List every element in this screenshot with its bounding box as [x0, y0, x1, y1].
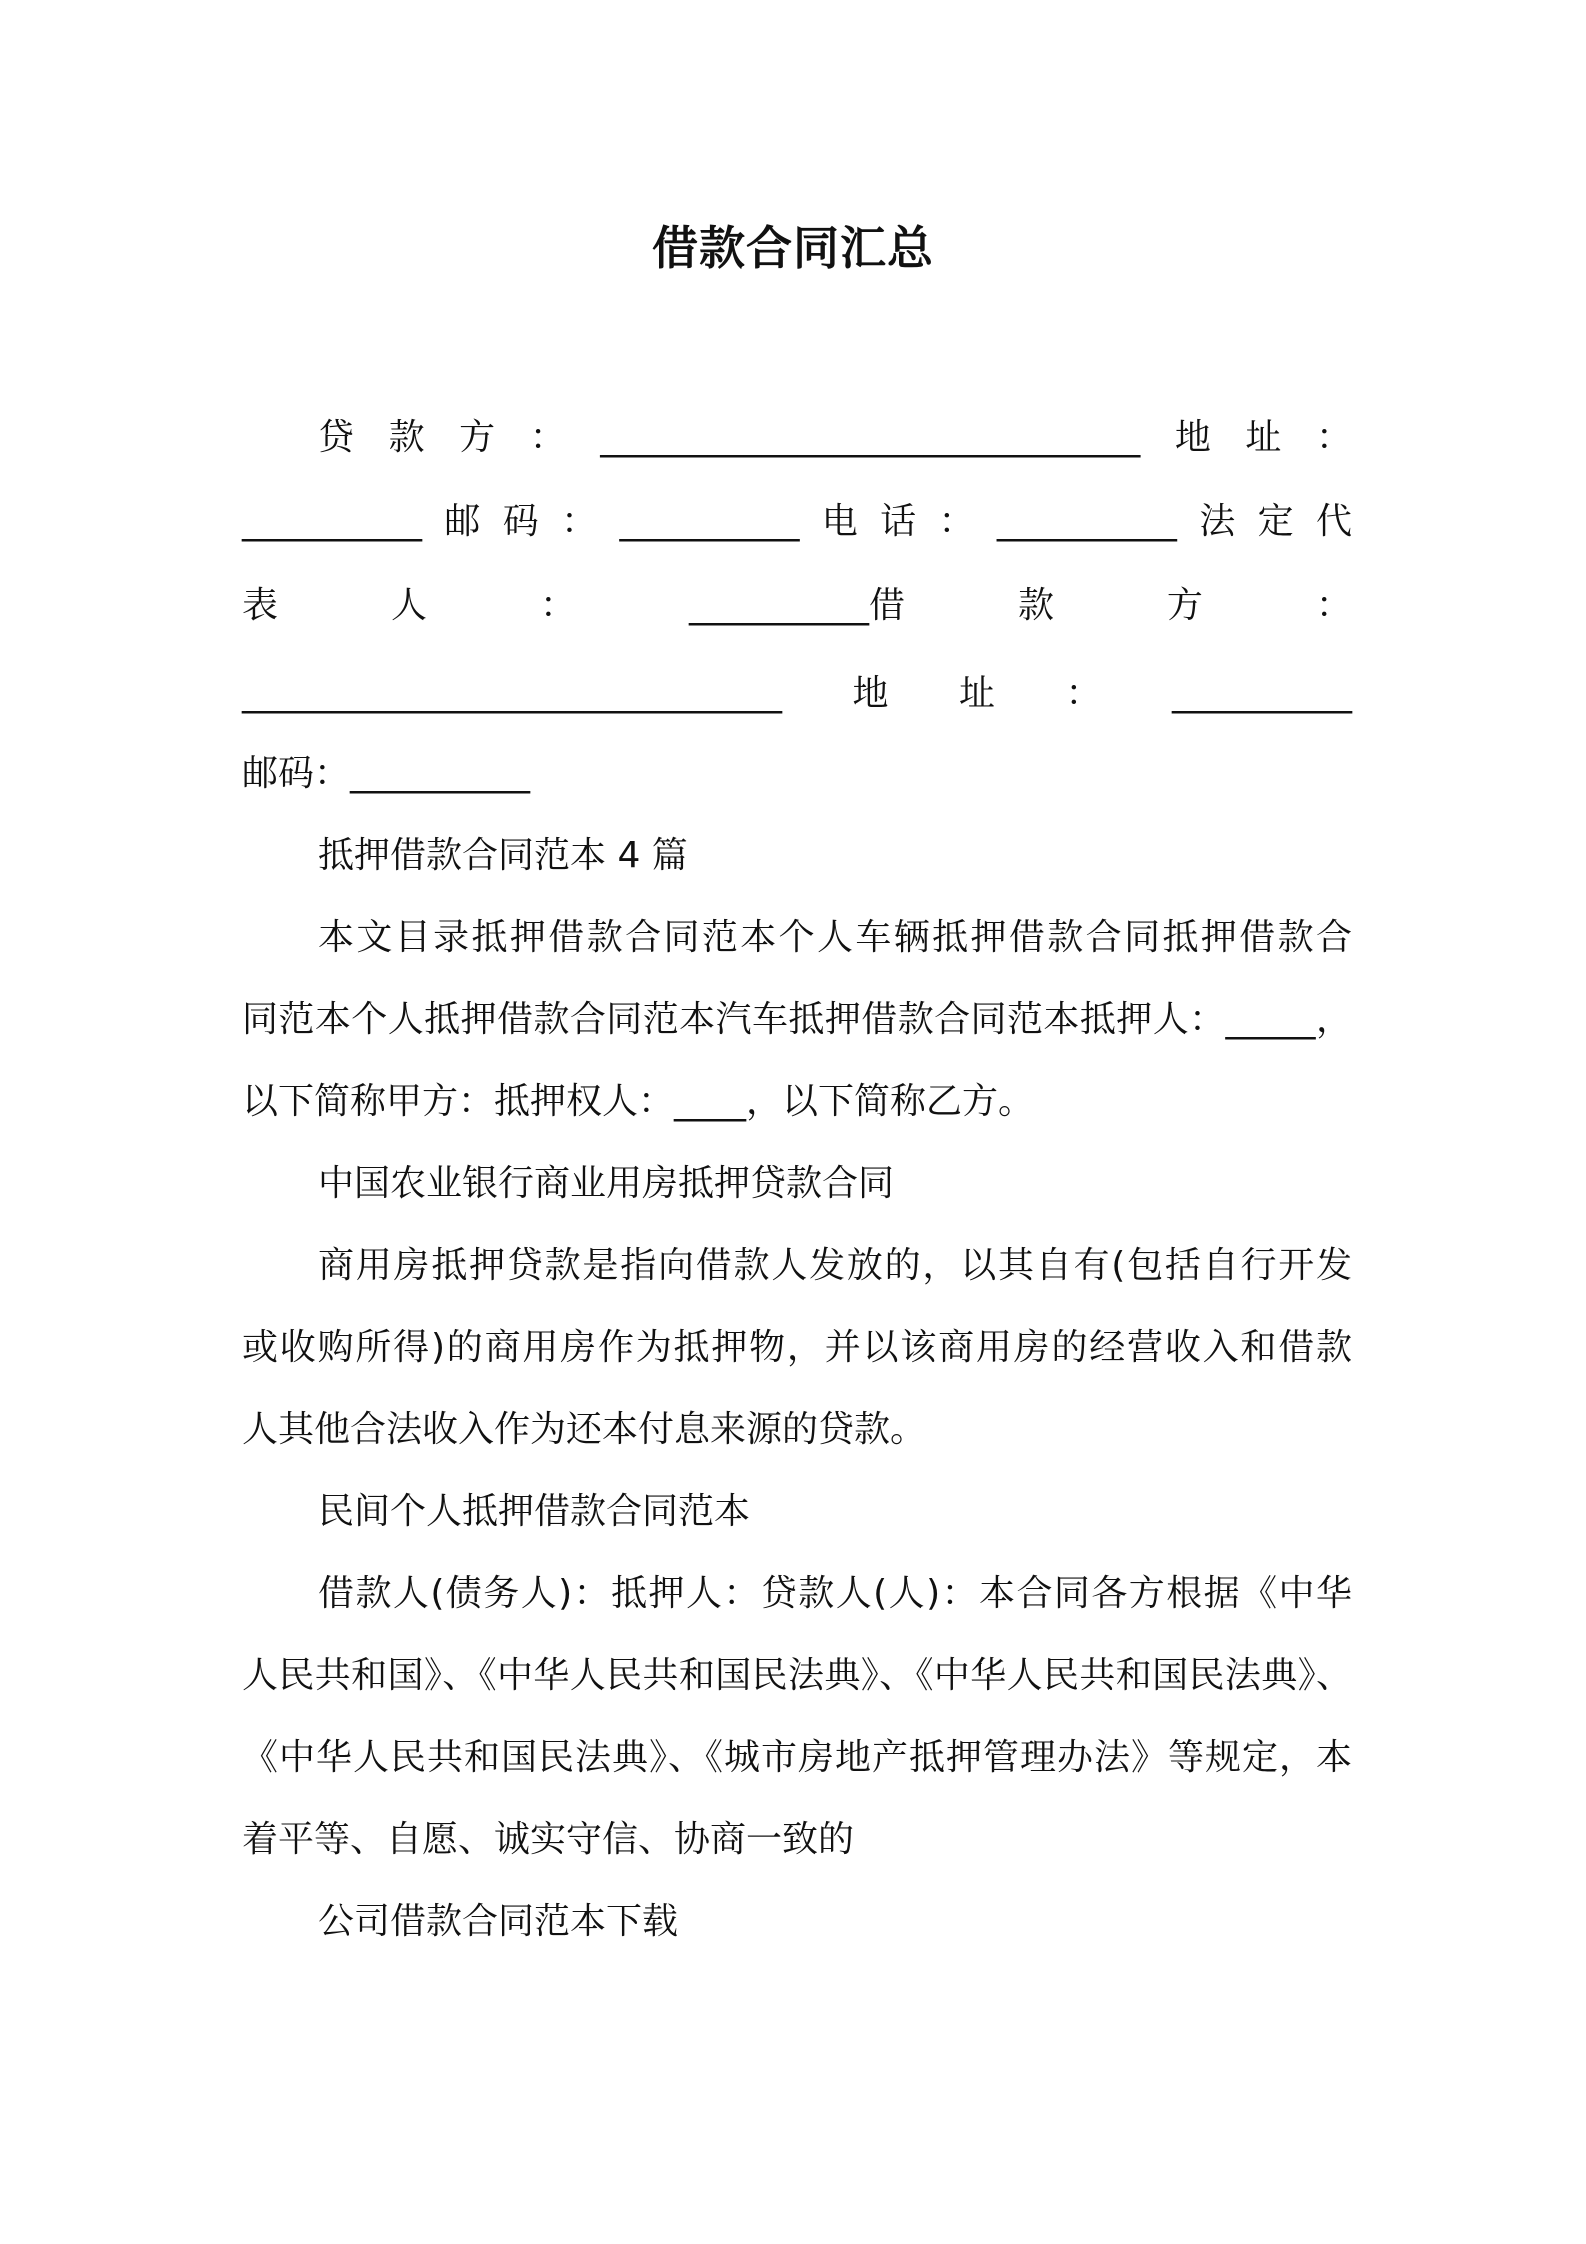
section-heading-company-loan: 公司借款合同范本下载 — [318, 1901, 679, 1942]
representative-blank-borrower: __________借 — [688, 585, 905, 626]
borrower-char-2: 款 — [1017, 585, 1054, 626]
paragraph-line: 人其他合法收入作为还本付息来源的贷款。 — [242, 1409, 927, 1450]
borrower-colon: ： — [1315, 585, 1352, 626]
paragraph-line: 人民共和国》、《中华人民共和国民法典》、《中华人民共和国民法典》、 — [242, 1655, 1352, 1696]
borrower-postcode-line: 邮码：__________ — [242, 753, 531, 794]
paragraph-line: 《中华人民共和国民法典》、《城市房地产抵押管理办法》等规定，本 — [242, 1737, 1352, 1778]
borrower-char-3: 方 — [1166, 585, 1203, 626]
representative-colon: ： — [539, 585, 576, 626]
representative-char-2: 人 — [390, 585, 427, 626]
section-heading-personal-mortgage: 民间个人抵押借款合同范本 — [318, 1491, 751, 1532]
paragraph-line: 以下简称甲方：抵押权人：____，以下简称乙方。 — [242, 1081, 1035, 1122]
paragraph-line: 本文目录抵押借款合同范本个人车辆抵押借款合同抵押借款合 — [318, 917, 1352, 958]
paragraph-line: 着平等、自愿、诚实守信、协商一致的 — [242, 1819, 855, 1860]
section-heading-abc-mortgage: 中国农业银行商业用房抵押贷款合同 — [318, 1163, 895, 1204]
section-heading-mortgage-contracts: 抵押借款合同范本 4 篇 — [318, 835, 688, 876]
paragraph-line: 同范本个人抵押借款合同范本汽车抵押借款合同范本抵押人：_____， — [242, 999, 1352, 1040]
paragraph-line: 商用房抵押贷款是指向借款人发放的，以其自有(包括自行开发 — [318, 1245, 1352, 1286]
representative-borrower-line — [242, 580, 1352, 632]
lender-line: 贷款方：______________________________地址： — [318, 417, 1352, 458]
borrower-address-line: ______________________________地址：__________ — [242, 673, 1352, 714]
paragraph-line: 或收购所得)的商用房作为抵押物，并以该商用房的经营收入和借款 — [242, 1327, 1352, 1368]
lender-contact-line: __________邮码：__________电话：__________法定代 — [242, 501, 1352, 542]
paragraph-line: 借款人(债务人)：抵押人：贷款人(人)：本合同各方根据《中华 — [318, 1573, 1352, 1614]
representative-char-1: 表 — [242, 585, 279, 626]
document-title: 借款合同汇总 — [652, 221, 934, 275]
